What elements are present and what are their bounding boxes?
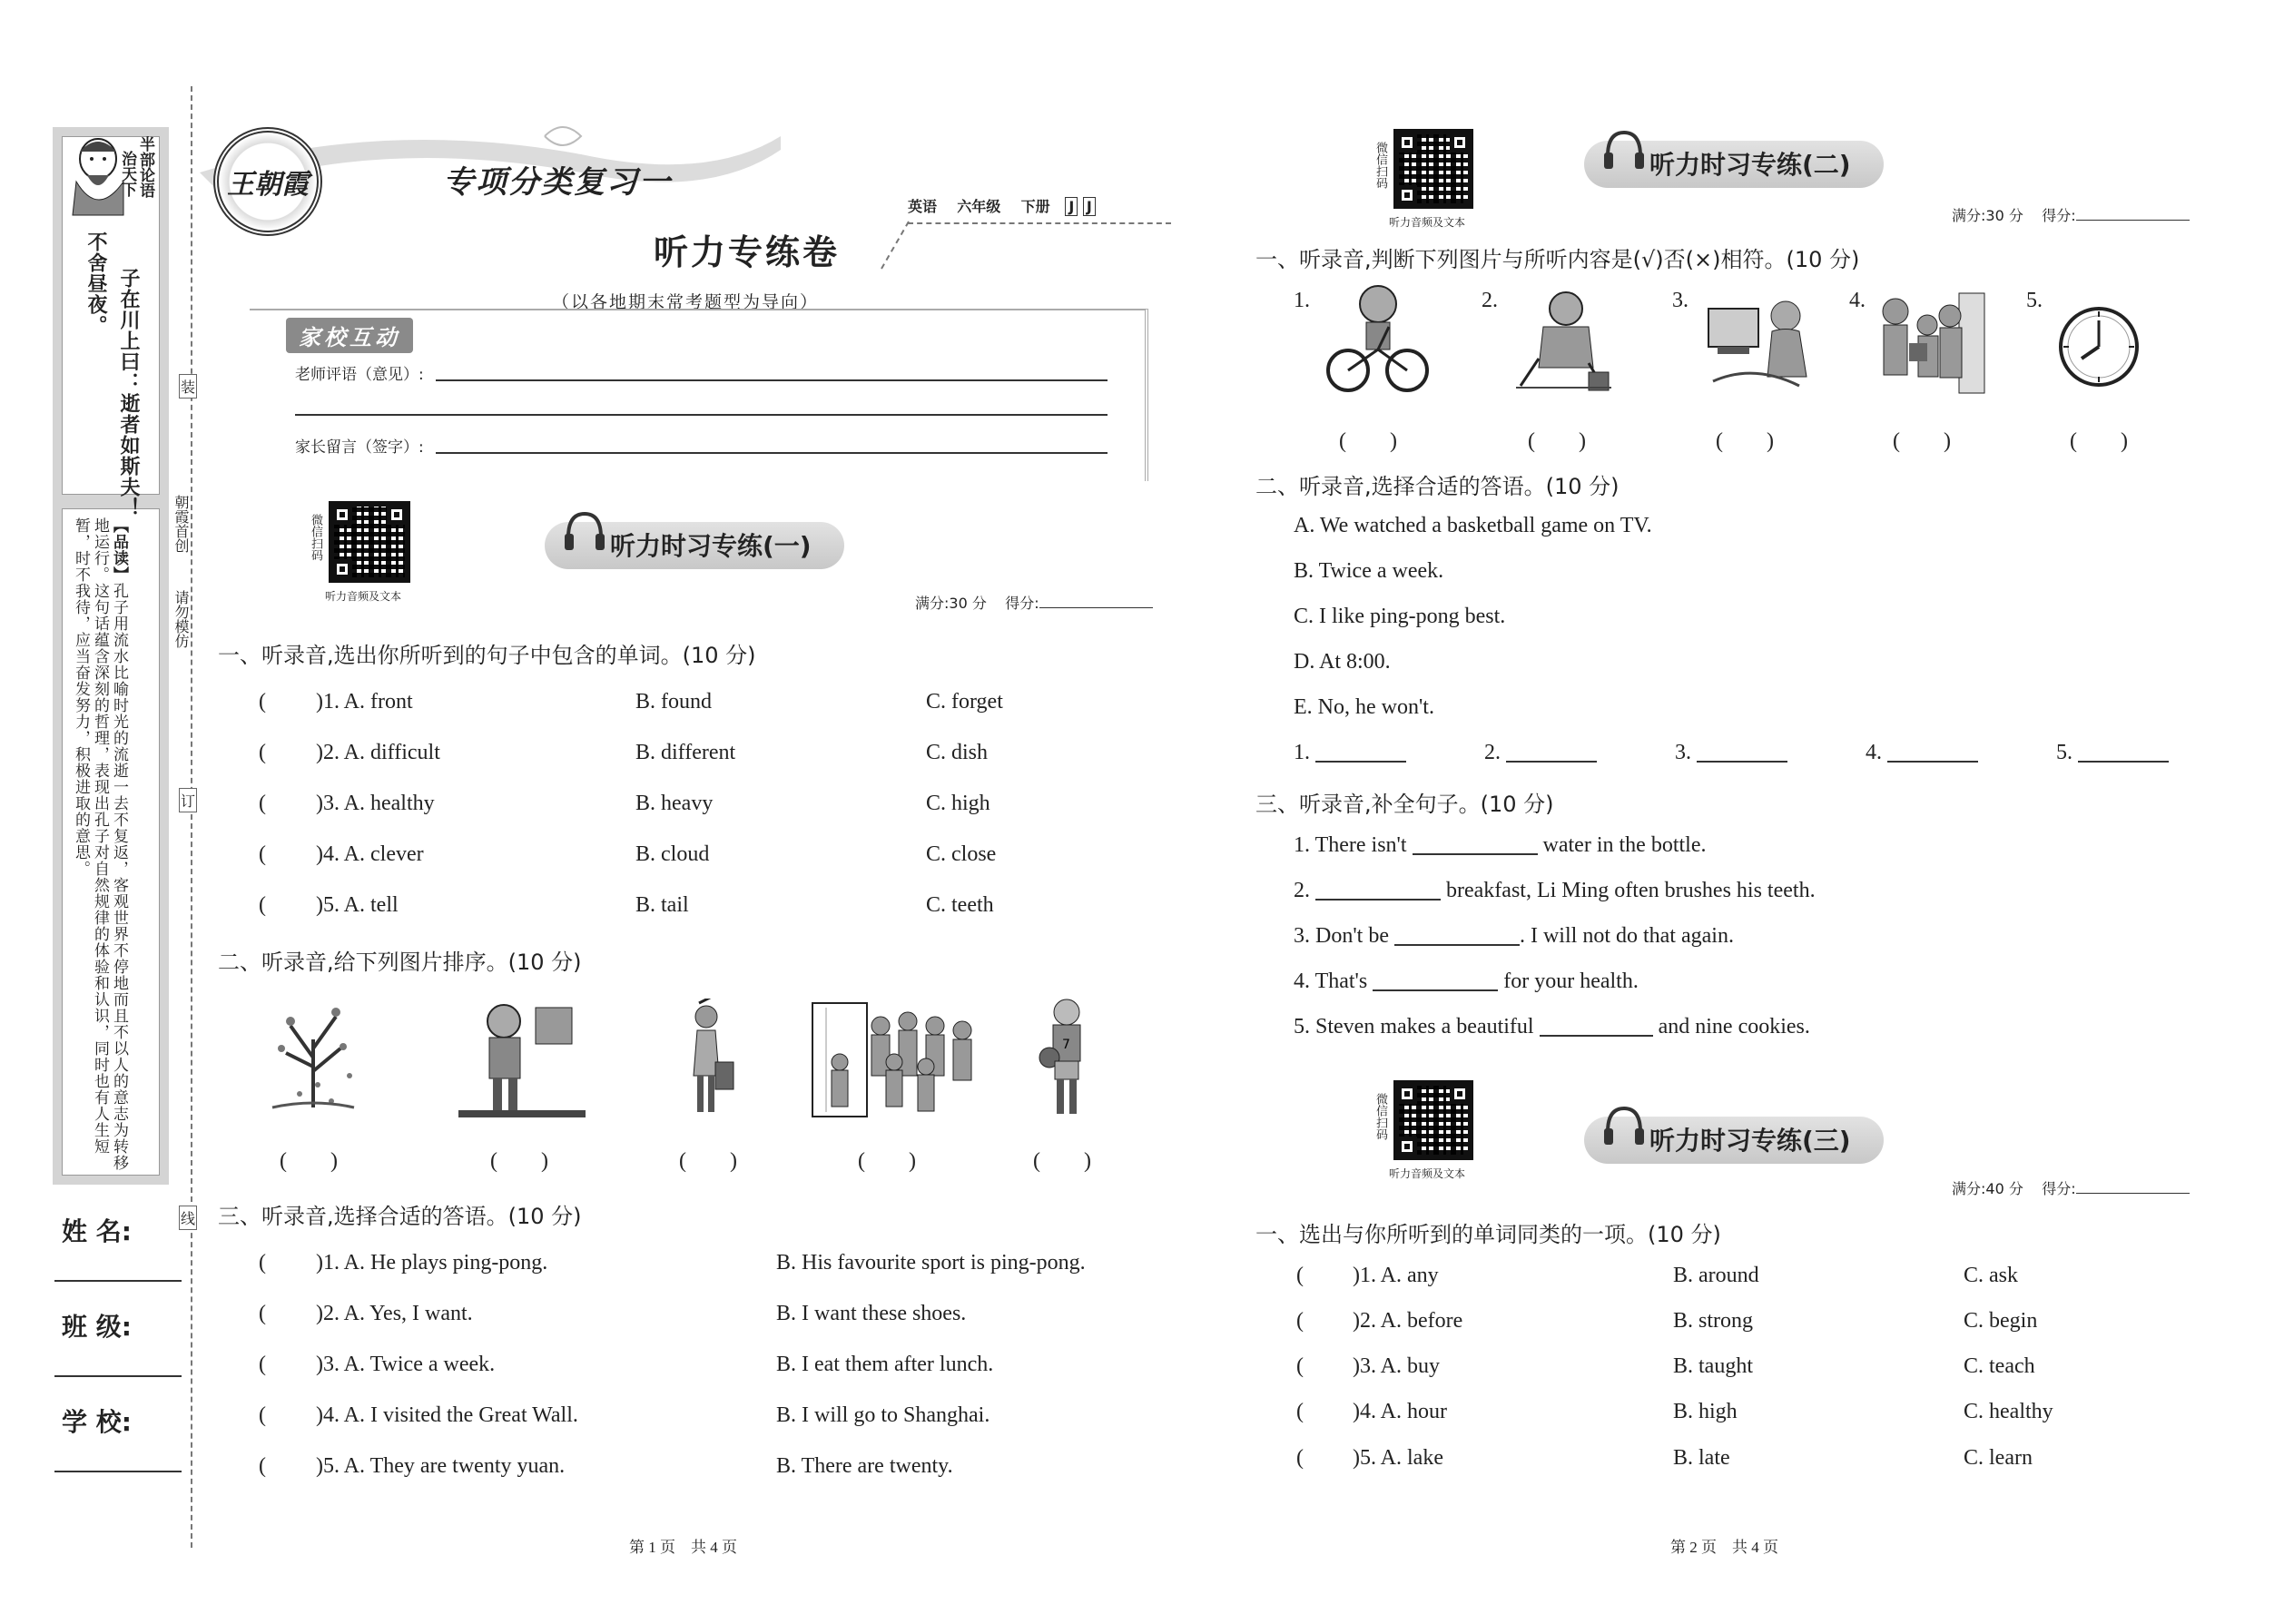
sentence-blank[interactable] xyxy=(1373,989,1498,991)
meta-volume: 下册 xyxy=(1020,198,1050,215)
qr-finder xyxy=(1397,1084,1417,1104)
answer-number: 2. xyxy=(1484,741,1501,764)
s3p1-row-3[interactable]: ( xyxy=(1296,1354,1304,1378)
s3p1-opt-c[interactable]: C. healthy xyxy=(1964,1400,2053,1423)
s2p2-answer-3[interactable] xyxy=(1675,741,1787,765)
score-label: 满分: xyxy=(915,595,950,612)
section2-score xyxy=(1952,204,2190,225)
clock-picture xyxy=(2056,304,2142,390)
s2p2-option-c: C. I like ping-pong best. xyxy=(1294,605,1506,628)
page-footer-2: 第 2 页 共 4 页 xyxy=(1670,1539,1778,1556)
s2p3-sentence-4 xyxy=(1294,969,1639,994)
binding-line xyxy=(191,86,192,1548)
sentence-start: 3. Don't be xyxy=(1294,924,1389,948)
subtitle: （以各地期末常考题型为导向） xyxy=(552,292,820,312)
sentence-start: 2. xyxy=(1294,879,1310,902)
score-value: 40 分 xyxy=(1985,1180,2023,1197)
family-picture xyxy=(1873,289,1986,398)
s2p2-answer-5[interactable] xyxy=(2056,741,2169,765)
qr-code-3 xyxy=(1393,1080,1473,1160)
sentence-end: for your health. xyxy=(1503,969,1639,993)
meta-edition-2: J xyxy=(1083,197,1096,216)
section1-score xyxy=(915,592,1153,613)
got-label: 得分: xyxy=(2042,207,2076,224)
s1p1-opt-a[interactable]: )1. A. front xyxy=(316,690,413,714)
meta-row xyxy=(908,195,1096,216)
qr-finder xyxy=(1397,185,1417,205)
s2p1-num-3: 3. xyxy=(1672,289,1689,312)
s2p1-blank-5[interactable]: ( ) xyxy=(2070,429,2128,453)
s2p3-sentence-5 xyxy=(1294,1015,1810,1039)
qr-finder xyxy=(1397,133,1417,153)
s1p1-opt-b[interactable]: B. heavy xyxy=(635,792,714,815)
s2p2-answer-2[interactable] xyxy=(1484,741,1597,765)
s1p1-row-4[interactable]: ( xyxy=(259,842,266,866)
s1p1-opt-b[interactable]: B. found xyxy=(635,690,712,714)
qr-caption-2: 听力音频及文本 xyxy=(1389,216,1466,229)
sentence-start: 1. There isn't xyxy=(1294,833,1407,857)
page-footer-1: 第 1 页 共 4 页 xyxy=(629,1539,737,1556)
sentence-end: water in the bottle. xyxy=(1542,833,1707,857)
qr-side-label-3: 微信扫码 xyxy=(1373,1093,1387,1140)
answer-line[interactable] xyxy=(1506,761,1597,763)
quote-title-a: 半部论语 xyxy=(136,136,154,198)
headphones-icon xyxy=(1600,1103,1648,1150)
s2p3-sentence-1 xyxy=(1294,833,1706,858)
s1p3-opt-b[interactable]: B. I eat them after lunch. xyxy=(776,1353,994,1376)
got-line[interactable] xyxy=(2076,1193,2190,1194)
s3p1-opt-c[interactable]: C. teach xyxy=(1964,1354,2035,1378)
s1p1-opt-c[interactable]: C. teeth xyxy=(926,893,994,917)
s3p1-opt-a[interactable]: )2. A. before xyxy=(1353,1309,1463,1333)
answer-number: 5. xyxy=(2056,741,2072,764)
s1p1-opt-b[interactable]: B. different xyxy=(635,741,736,764)
qr-side-label-1: 微信扫码 xyxy=(309,514,322,561)
main-title: 听力专练卷 xyxy=(654,232,841,272)
s1p3-opt-a[interactable]: )4. A. I visited the Great Wall. xyxy=(316,1403,578,1427)
s1p3-opt-a[interactable]: )3. A. Twice a week. xyxy=(316,1353,496,1376)
teacher-comment-line-1[interactable] xyxy=(436,379,1108,381)
s3p1-opt-b[interactable]: B. high xyxy=(1673,1400,1738,1423)
section1-title: 听力时习专练(一) xyxy=(610,531,812,561)
girl-bag-picture xyxy=(681,999,735,1121)
headphones-icon xyxy=(561,508,608,556)
class-line[interactable] xyxy=(54,1375,182,1377)
answer-line[interactable] xyxy=(2078,761,2169,763)
answer-line[interactable] xyxy=(1315,761,1406,763)
s3p1-row-2[interactable]: ( xyxy=(1296,1309,1304,1333)
qr-finder xyxy=(332,505,352,525)
s1p3-opt-b[interactable]: B. There are twenty. xyxy=(776,1454,953,1478)
s3p1-opt-c[interactable]: C. begin xyxy=(1964,1309,2038,1333)
s1p3-opt-a[interactable]: )1. A. He plays ping-pong. xyxy=(316,1251,548,1275)
qr-caption-1: 听力音频及文本 xyxy=(325,590,402,603)
s3p1-opt-a[interactable]: )4. A. hour xyxy=(1353,1400,1447,1423)
sentence-blank[interactable] xyxy=(1394,944,1520,946)
parent-label: 家长留言（签字）: xyxy=(295,438,424,457)
s1p1-opt-a[interactable]: )5. A. tell xyxy=(316,893,399,917)
s2p1-num-1: 1. xyxy=(1294,289,1310,312)
answer-number: 3. xyxy=(1675,741,1691,764)
s1p1-row-3[interactable]: ( xyxy=(259,792,266,815)
school-line[interactable] xyxy=(54,1471,182,1472)
sentence-start: 5. Steven makes a beautiful xyxy=(1294,1015,1534,1038)
quote-col2: 不舍昼夜。 xyxy=(84,231,107,336)
got-line[interactable] xyxy=(2076,220,2190,221)
section3-title: 听力时习专练(三) xyxy=(1649,1126,1851,1156)
quote-col1: 子在川上曰：逝者如斯夫！ xyxy=(117,268,140,518)
meta-edition-1: J xyxy=(1065,197,1078,216)
reading-title: 【品读】 xyxy=(110,517,128,583)
s1p1-opt-c[interactable]: C. forget xyxy=(926,690,1003,714)
s3p1-opt-c[interactable]: C. learn xyxy=(1964,1446,2033,1470)
s1p1-opt-c[interactable]: C. dish xyxy=(926,741,989,764)
sentence-start: 4. That's xyxy=(1294,969,1368,993)
quote-title-b: 治天下 xyxy=(118,151,136,197)
reading-text xyxy=(71,517,128,1171)
s1p1-opt-c[interactable]: C. close xyxy=(926,842,997,866)
s1p3-row-5[interactable]: ( xyxy=(259,1454,266,1478)
s1p1-row-1[interactable]: ( xyxy=(259,690,266,714)
s1p3-opt-b[interactable]: B. I want these shoes. xyxy=(776,1302,967,1325)
s2p3-heading: 三、听录音,补全句子。(10 分) xyxy=(1255,792,1554,817)
s1p3-opt-b[interactable]: B. His favourite sport is ping-pong. xyxy=(776,1251,1086,1275)
svg-text:7: 7 xyxy=(1062,1038,1070,1052)
meta-underline xyxy=(908,222,1171,224)
got-label: 得分: xyxy=(1005,595,1039,612)
s1p3-row-2[interactable]: ( xyxy=(259,1302,266,1325)
qr-finder xyxy=(332,559,352,579)
boy-picture xyxy=(458,994,586,1121)
cleaning-picture xyxy=(1511,286,1616,395)
meta-subject: 英语 xyxy=(908,198,938,215)
qr-finder xyxy=(387,505,407,525)
series-title: 专项分类复习一 xyxy=(443,164,672,201)
s2p2-option-e: E. No, he won't. xyxy=(1294,695,1434,719)
headphones-icon xyxy=(1600,127,1648,174)
s1p1-row-2[interactable]: ( xyxy=(259,741,266,764)
s1p3-row-1[interactable]: ( xyxy=(259,1251,266,1275)
qr-finder xyxy=(1450,1084,1470,1104)
teacher-comment-line-2[interactable] xyxy=(295,414,1108,416)
got-label: 得分: xyxy=(2042,1180,2076,1197)
s1p1-opt-b[interactable]: B. tail xyxy=(635,893,689,917)
crowd-picture xyxy=(808,999,989,1121)
logo-text: 王朝霞 xyxy=(227,169,309,201)
binding-char-2: 订 xyxy=(179,788,197,812)
answer-number: 4. xyxy=(1866,741,1882,764)
binding-char-1: 装 xyxy=(179,374,197,399)
s2p2-option-d: D. At 8:00. xyxy=(1294,650,1391,674)
s3p1-opt-b[interactable]: B. strong xyxy=(1673,1309,1754,1333)
s3p1-opt-a[interactable]: )5. A. lake xyxy=(1353,1446,1443,1470)
s3p1-opt-b[interactable]: B. taught xyxy=(1673,1354,1753,1378)
sentence-blank[interactable] xyxy=(1540,1035,1653,1037)
score-value: 30 分 xyxy=(1985,207,2023,224)
teacher-label: 老师评语（意见）: xyxy=(295,366,424,384)
s2p1-num-5: 5. xyxy=(2026,289,2043,312)
sentence-end: . I will not do that again. xyxy=(1519,924,1734,948)
s3p1-row-4[interactable]: ( xyxy=(1296,1400,1304,1423)
s1p1-heading: 一、听录音,选出你所听到的句子中包含的单词。(10 分) xyxy=(218,643,756,668)
s1p1-opt-a[interactable]: )2. A. difficult xyxy=(316,741,440,764)
s1p3-row-3[interactable]: ( xyxy=(259,1353,266,1376)
margin-note-2: 请勿模仿 xyxy=(172,590,190,648)
got-line[interactable] xyxy=(1039,607,1153,608)
qr-code-1 xyxy=(329,501,410,583)
s1p2-blank-3[interactable]: ( ) xyxy=(679,1149,737,1173)
s3p1-row-1[interactable]: ( xyxy=(1296,1264,1304,1287)
s1p3-opt-a[interactable]: )2. A. Yes, I want. xyxy=(316,1302,473,1325)
binding-char-3: 线 xyxy=(179,1206,197,1230)
class-label: 班 级: xyxy=(62,1312,132,1342)
answer-number: 1. xyxy=(1294,741,1310,764)
section2-title: 听力时习专练(二) xyxy=(1649,150,1851,180)
s3p1-opt-b[interactable]: B. around xyxy=(1673,1264,1759,1287)
answer-line[interactable] xyxy=(1887,761,1978,763)
jiaxiao-label: 家校互动 xyxy=(286,318,413,353)
s1p1-opt-b[interactable]: B. cloud xyxy=(635,842,710,866)
s2p1-heading: 一、听录音,判断下列图片与所听内容是(√)否(×)相符。(10 分) xyxy=(1255,247,1860,272)
qr-code-2 xyxy=(1393,129,1473,209)
score-label: 满分: xyxy=(1952,207,1986,224)
basketball-boy-picture xyxy=(1035,994,1098,1121)
s2p2-option-a: A. We watched a basketball game on TV. xyxy=(1294,514,1652,537)
qr-side-label-2: 微信扫码 xyxy=(1373,142,1387,189)
answer-line[interactable] xyxy=(1697,761,1787,763)
tree-picture xyxy=(263,994,363,1112)
s1p1-row-5[interactable]: ( xyxy=(259,893,266,917)
s2p3-sentence-3 xyxy=(1294,924,1734,949)
s3p1-opt-c[interactable]: C. ask xyxy=(1964,1264,2018,1287)
s2p1-num-4: 4. xyxy=(1849,289,1866,312)
s1p3-opt-a[interactable]: )5. A. They are twenty yuan. xyxy=(316,1454,566,1478)
cyclist-picture xyxy=(1325,281,1430,395)
s2p2-heading: 二、听录音,选择合适的答语。(10 分) xyxy=(1255,474,1620,499)
s2p1-blank-4[interactable]: ( ) xyxy=(1893,429,1951,453)
s3p1-heading: 一、选出与你所听到的单词同类的一项。(10 分) xyxy=(1255,1222,1721,1247)
school-label: 学 校: xyxy=(62,1407,132,1437)
s3p1-opt-a[interactable]: )1. A. any xyxy=(1353,1264,1439,1287)
s1p1-opt-a[interactable]: )4. A. clever xyxy=(316,842,424,866)
s1p1-opt-c[interactable]: C. high xyxy=(926,792,990,815)
reading-body: 孔子用流水比喻时光的流逝一去不复返，客观世界不停地而且不以人的意志为转移地运行。这句话蕴含深刻的哲理，表现出孔子对自然规律的体验和认识，同时也有人生短暂，时不我待，应当奋发努力，积极进取的意思。 xyxy=(72,517,128,1171)
s3p1-opt-b[interactable]: B. late xyxy=(1673,1446,1730,1470)
s1p2-blank-4[interactable]: ( ) xyxy=(858,1149,916,1173)
sentence-end: breakfast, Li Ming often brushes his teeth. xyxy=(1446,879,1816,902)
s2p1-num-2: 2. xyxy=(1482,289,1498,312)
score-value: 30 分 xyxy=(949,595,987,612)
s3p1-opt-a[interactable]: )3. A. buy xyxy=(1353,1354,1440,1378)
s2p1-blank-1[interactable]: ( ) xyxy=(1339,429,1397,453)
s2p1-blank-3[interactable]: ( ) xyxy=(1716,429,1774,453)
margin-note-1: 朝霞首创 xyxy=(172,495,190,553)
s1p3-heading: 三、听录音,选择合适的答语。(10 分) xyxy=(218,1204,582,1229)
sentence-blank[interactable] xyxy=(1315,899,1441,901)
s2p2-answer-4[interactable] xyxy=(1866,741,1978,765)
s1p2-blank-1[interactable]: ( ) xyxy=(280,1149,338,1173)
qr-finder xyxy=(1450,133,1470,153)
s1p3-row-4[interactable]: ( xyxy=(259,1403,266,1427)
sentence-blank[interactable] xyxy=(1413,853,1538,855)
s1p1-opt-a[interactable]: )3. A. healthy xyxy=(316,792,435,815)
s2p2-option-b: B. Twice a week. xyxy=(1294,559,1444,583)
section3-score xyxy=(1952,1177,2190,1198)
logo xyxy=(213,127,322,236)
computer-picture xyxy=(1699,290,1813,395)
meta-grade: 六年级 xyxy=(957,198,1001,215)
s2p3-sentence-2 xyxy=(1294,879,1816,903)
parent-comment-line[interactable] xyxy=(436,452,1108,454)
s1p2-heading: 二、听录音,给下列图片排序。(10 分) xyxy=(218,950,582,975)
score-label: 满分: xyxy=(1952,1180,1986,1197)
s3p1-row-5[interactable]: ( xyxy=(1296,1446,1304,1470)
qr-caption-3: 听力音频及文本 xyxy=(1389,1167,1466,1180)
s1p2-blank-2[interactable]: ( ) xyxy=(490,1149,548,1173)
qr-finder xyxy=(1397,1137,1417,1156)
name-line[interactable] xyxy=(54,1280,182,1282)
s2p1-blank-2[interactable]: ( ) xyxy=(1528,429,1586,453)
sentence-end: and nine cookies. xyxy=(1658,1015,1810,1038)
s1p3-opt-b[interactable]: B. I will go to Shanghai. xyxy=(776,1403,990,1427)
s2p2-answer-1[interactable] xyxy=(1294,741,1406,765)
name-label: 姓 名: xyxy=(62,1216,132,1246)
s1p2-blank-5[interactable]: ( ) xyxy=(1033,1149,1091,1173)
